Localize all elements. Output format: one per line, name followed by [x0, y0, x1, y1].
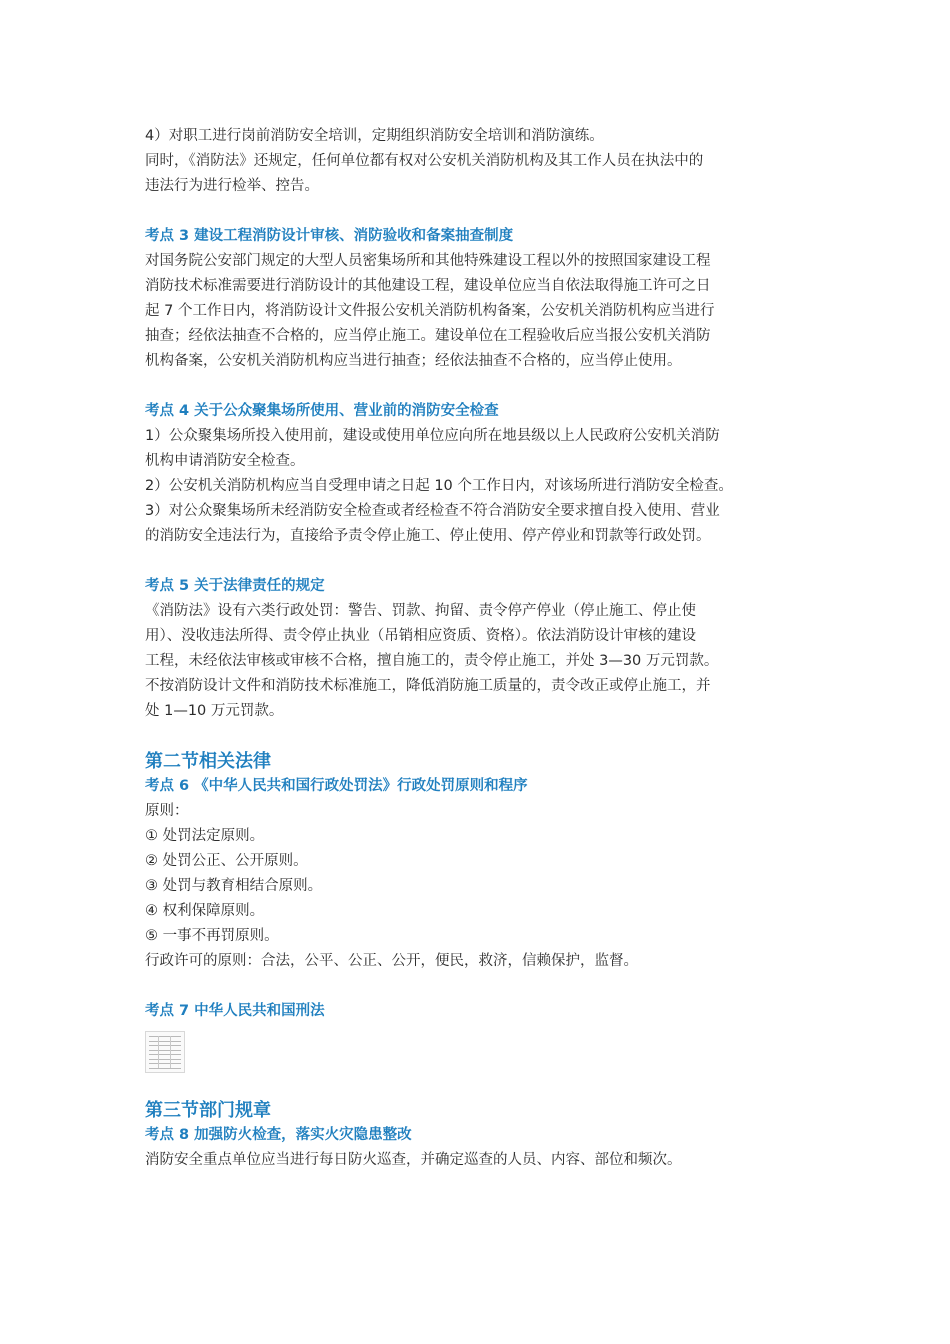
paragraph-line: ④ 权利保障原则。 — [145, 903, 265, 919]
paragraph-line: 的消防安全违法行为，直接给予责令停止施工、停止使用、停产停业和罚款等行政处罚。 — [145, 528, 711, 544]
table-thumbnail-image — [145, 1031, 185, 1073]
paragraph-line: 对国务院公安部门规定的大型人员密集场所和其他特殊建设工程以外的按照国家建设工程 — [145, 253, 711, 269]
exam-point-heading: 考点 5 关于法律责任的规定 — [145, 578, 325, 594]
paragraph-line: 不按消防设计文件和消防技术标准施工，降低消防施工质量的，责令改正或停止施工，并 — [145, 678, 711, 694]
paragraph-line: 消防安全重点单位应当进行每日防火巡查，并确定巡查的人员、内容、部位和频次。 — [145, 1152, 682, 1168]
spacer — [145, 199, 815, 224]
section-heading: 第三节部门规章 — [145, 1100, 271, 1121]
paragraph-line: 工程，未经依法审核或审核不合格，擅自施工的，责令停止施工，并处 3—30 万元罚款。 — [145, 653, 719, 669]
paragraph-line: 抽查；经依法抽查不合格的，应当停止施工。建设单位在工程验收后应当报公安机关消防 — [145, 328, 711, 344]
paragraph-line: 用）、没收违法所得、责令停止执业（吊销相应资质、资格）。依法消防设计审核的建设 — [145, 628, 696, 644]
paragraph-line: ① 处罚法定原则。 — [145, 828, 265, 844]
exam-point-heading: 考点 6 《中华人民共和国行政处罚法》行政处罚原则和程序 — [145, 778, 528, 794]
paragraph-line: 1）公众聚集场所投入使用前，建设或使用单位应向所在地县级以上人民政府公安机关消防 — [145, 428, 720, 444]
paragraph-line: 4）对职工进行岗前消防安全培训，定期组织消防安全培训和消防演练。 — [145, 128, 604, 144]
spacer — [145, 974, 815, 999]
paragraph-line: 机构备案，公安机关消防机构应当进行抽查；经依法抽查不合格的，应当停止使用。 — [145, 353, 682, 369]
spacer — [145, 374, 815, 399]
paragraph-line: 2）公安机关消防机构应当自受理申请之日起 10 个工作日内，对该场所进行消防安全检查。 — [145, 478, 733, 494]
spacer — [145, 1073, 815, 1098]
paragraph-line: 处 1—10 万元罚款。 — [145, 703, 284, 719]
exam-point-heading: 考点 3 建设工程消防设计审核、消防验收和备案抽查制度 — [145, 228, 514, 244]
paragraph-line: 3）对公众聚集场所未经消防安全检查或者经检查不符合消防安全要求擅自投入使用、营业 — [145, 503, 720, 519]
paragraph-line: 同时，《消防法》还规定，任何单位都有权对公安机关消防机构及其工作人员在执法中的 — [145, 153, 704, 169]
paragraph-line: ③ 处罚与教育相结合原则。 — [145, 878, 323, 894]
section-heading: 第二节相关法律 — [145, 751, 271, 772]
spacer — [145, 724, 815, 749]
paragraph-line: 起 7 个工作日内，将消防设计文件报公安机关消防机构备案，公安机关消防机构应当进行 — [145, 303, 715, 319]
paragraph-line: 机构申请消防安全检查。 — [145, 453, 305, 469]
paragraph-line: 《消防法》设有六类行政处罚：警告、罚款、拘留、责令停产停业（停止施工、停止使 — [145, 603, 696, 619]
paragraph-line: 违法行为进行检举、控告。 — [145, 178, 319, 194]
paragraph-line: 原则： — [145, 803, 189, 819]
paragraph-line: 行政许可的原则：合法，公平、公正、公开，便民，救济，信赖保护，监督。 — [145, 953, 638, 969]
paragraph-line: ② 处罚公正、公开原则。 — [145, 853, 308, 869]
paragraph-line: ⑤ 一事不再罚原则。 — [145, 928, 279, 944]
spacer — [145, 549, 815, 574]
exam-point-heading: 考点 8 加强防火检查，落实火灾隐患整改 — [145, 1127, 412, 1143]
paragraph-line: 消防技术标准需要进行消防设计的其他建设工程，建设单位应当自依法取得施工许可之日 — [145, 278, 711, 294]
document-body — [145, 124, 815, 1173]
exam-point-heading: 考点 7 中华人民共和国刑法 — [145, 1003, 325, 1019]
exam-point-heading: 考点 4 关于公众聚集场所使用、营业前的消防安全检查 — [145, 403, 499, 419]
